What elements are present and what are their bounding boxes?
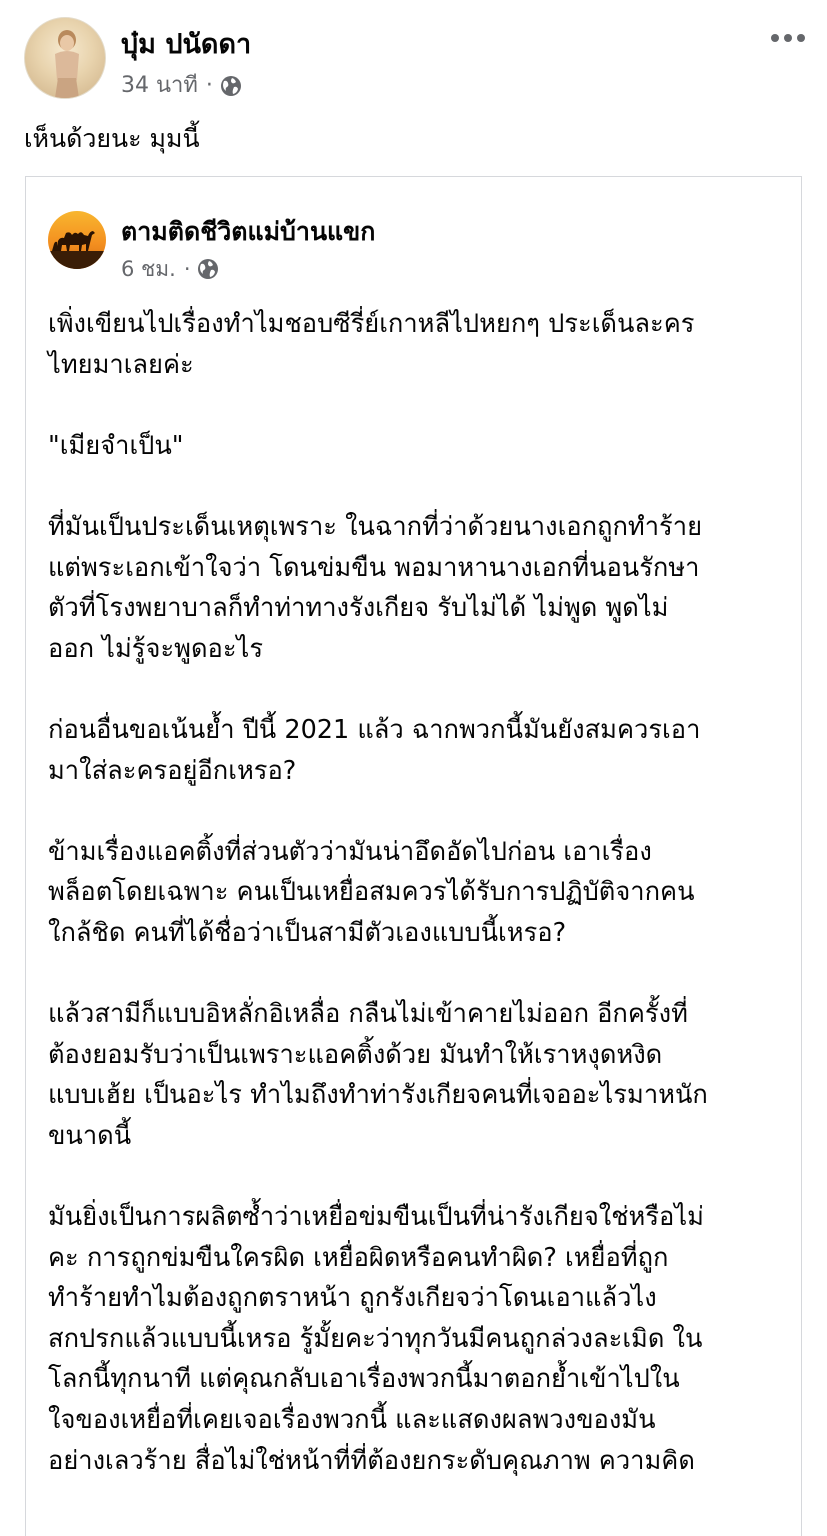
author-photo: [25, 18, 105, 98]
post-time[interactable]: 34 นาที: [121, 73, 198, 98]
shared-time[interactable]: 6 ชม.: [121, 257, 176, 281]
post-text-line: คะ การถูกข่มขืนใครผิด เหยื่อผิดหรือคนทำผิด? เหยื่อที่ถูก: [48, 1242, 669, 1273]
post-text-line: ต้องยอมรับว่าเป็นเพราะแอคติ้งด้วย มันทำให้เราหงุดหงิด: [48, 1039, 663, 1070]
post-text-line: มาใส่ละครอยู่อีกเหรอ?: [48, 755, 297, 786]
post-meta: [121, 70, 243, 102]
post-text-line: เพิ่งเขียนไปเรื่องทำไมชอบซีรี่ย์เกาหลีไปหยกๆ ประเด็นละคร: [48, 309, 695, 339]
post-text-line: พล็อตโดยเฉพาะ คนเป็นเหยื่อสมควรได้รับการปฏิบัติจากคน: [48, 877, 695, 908]
post-text-line: สกปรกแล้วแบบนี้เหรอ รู้มั้ยคะว่าทุกวันมีคนถูกล่วงละเมิด ใน: [48, 1323, 703, 1354]
shared-post-body: [48, 304, 788, 1481]
camel-silhouette: [48, 211, 106, 269]
paragraph-gap: [48, 466, 788, 507]
more-dot: [797, 34, 805, 42]
post-text-line: ใกล้ชิด คนที่ได้ชื่อว่าเป็นสามีตัวเองแบบนี้เหรอ?: [48, 917, 567, 948]
post-text-line: มันยิ่งเป็นการผลิตซ้ำว่าเหยื่อข่มขืนเป็นที่น่ารังเกียจใช่หรือไม่: [48, 1202, 704, 1233]
post-caption: เห็นด้วยนะ มุมนี้: [24, 124, 200, 153]
post-text-line: ที่มันเป็นประเด็นเหตุเพราะ ในฉากที่ว่าด้วยนางเอกถูกทำร้าย: [48, 511, 703, 542]
post-text-line: ก่อนอื่นขอเน้นย้ำ ปีนี้ 2021 แล้ว ฉากพวกนี้มันยังสมควรเอา: [48, 714, 701, 745]
paragraph-gap: [48, 385, 788, 426]
post-text-line: ออก ไม่รู้จะพูดอะไร: [48, 633, 264, 664]
more-dot: [771, 34, 779, 42]
meta-separator: ·: [183, 257, 191, 281]
post-text-line: แล้วสามีก็แบบอิหลั่กอิเหลื่อ กลืนไม่เข้าคายไม่ออก อีกครั้งที่: [48, 999, 688, 1030]
shared-post[interactable]: [25, 176, 802, 1536]
globe-icon[interactable]: [196, 257, 220, 281]
post-text-line: ทำร้ายทำไมต้องถูกตราหน้า ถูกรังเกียจว่าโดนเอาแล้วไง: [48, 1283, 657, 1314]
paragraph-gap: [48, 954, 788, 995]
author-name[interactable]: บุ๋ม ปนัดดา: [121, 29, 252, 60]
globe-icon[interactable]: [219, 74, 243, 98]
post-text-line: "เมียจำเป็น": [48, 430, 184, 461]
paragraph-gap: [48, 791, 788, 832]
author-avatar[interactable]: [24, 17, 106, 99]
meta-separator: ·: [205, 73, 213, 98]
page-name[interactable]: ตามติดชีวิตแม่บ้านแขก: [121, 217, 376, 246]
post-text-line: แต่พระเอกเข้าใจว่า โดนข่มขืน พอมาหานางเอกที่นอนรักษา: [48, 552, 700, 583]
post-text-line: อย่างเลวร้าย สื่อไม่ใช่หน้าที่ที่ต้องยกระดับคุณภาพ ความคิด: [48, 1445, 695, 1476]
post-text-line: โลกนี้ทุกนาที แต่คุณกลับเอาเรื่องพวกนี้มาตอกย้ำเข้าไปใน: [48, 1364, 680, 1395]
post-text-line: ข้ามเรื่องแอคติ้งที่ส่วนตัวว่ามันน่าอึดอัดไปก่อน เอาเรื่อง: [48, 836, 652, 867]
shared-meta: [121, 254, 220, 284]
paragraph-gap: [48, 1156, 788, 1197]
post-text-line: ใจของเหยื่อที่เคยเจอเรื่องพวกนี้ และแสดงผลพวงของมัน: [48, 1405, 656, 1436]
page-avatar[interactable]: [48, 211, 106, 269]
paragraph-gap: [48, 669, 788, 710]
post-header: [0, 0, 827, 112]
post-text-line: ขนาดนี้: [48, 1120, 132, 1151]
post-text-line: ตัวที่โรงพยาบาลก็ทำท่าทางรังเกียจ รับไม่ได้ ไม่พูด พูดไม่: [48, 593, 669, 624]
post-text-line: ไทยมาเลยค่ะ: [48, 349, 194, 380]
more-dot: [784, 34, 792, 42]
post-text-line: แบบเฮ้ย เป็นอะไร ทำไมถึงทำท่ารังเกียจคนที่เจออะไรมาหนัก: [48, 1080, 708, 1111]
more-options-icon[interactable]: [771, 26, 805, 50]
